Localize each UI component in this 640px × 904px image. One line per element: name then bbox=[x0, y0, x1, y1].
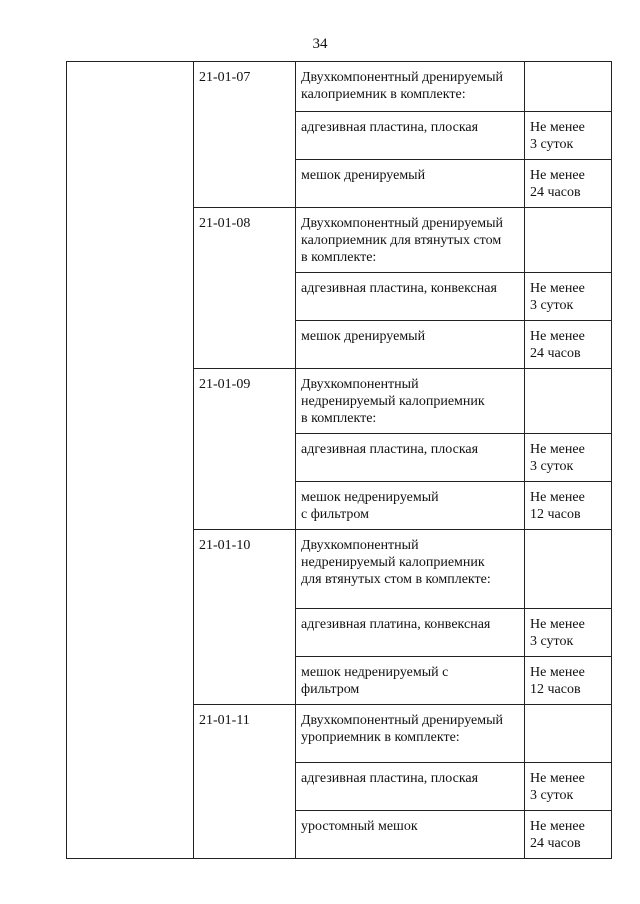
item-term: Не менее 3 суток bbox=[525, 112, 612, 160]
product-title: Двухкомпонентный недренируемый калоприемник в комплекте: bbox=[296, 369, 525, 434]
product-code: 21-01-08 bbox=[194, 208, 296, 369]
item-name: мешок дренируемый bbox=[296, 321, 525, 369]
item-term: Не менее 12 часов bbox=[525, 482, 612, 530]
empty-term-cell bbox=[525, 62, 612, 112]
item-name: адгезивная пластина, конвексная bbox=[296, 273, 525, 321]
item-name: адгезивная пластина, плоская bbox=[296, 763, 525, 811]
item-name: адгезивная пластина, плоская bbox=[296, 112, 525, 160]
empty-term-cell bbox=[525, 705, 612, 763]
item-name: мешок недренируемый с фильтром bbox=[296, 657, 525, 705]
product-code: 21-01-07 bbox=[194, 62, 296, 208]
item-name: уростомный мешок bbox=[296, 811, 525, 859]
item-name: мешок дренируемый bbox=[296, 160, 525, 208]
product-code: 21-01-09 bbox=[194, 369, 296, 530]
product-table bbox=[66, 61, 612, 859]
empty-term-cell bbox=[525, 530, 612, 609]
item-term: Не менее 24 часов bbox=[525, 321, 612, 369]
item-term: Не менее 24 часов bbox=[525, 160, 612, 208]
table-row bbox=[67, 62, 612, 112]
product-code: 21-01-11 bbox=[194, 705, 296, 859]
empty-column-cell bbox=[67, 62, 194, 859]
product-title: Двухкомпонентный дренируемый уроприемник в комплекте: bbox=[296, 705, 525, 763]
page-number: 34 bbox=[312, 36, 328, 52]
product-title: Двухкомпонентный недренируемый калоприемник для втянутых стом в комплекте: bbox=[296, 530, 525, 609]
product-title: Двухкомпонентный дренируемый калоприемник в комплекте: bbox=[296, 62, 525, 112]
empty-term-cell bbox=[525, 369, 612, 434]
item-term: Не менее 3 суток bbox=[525, 763, 612, 811]
product-code: 21-01-10 bbox=[194, 530, 296, 705]
item-name: адгезивная платина, конвексная bbox=[296, 609, 525, 657]
product-title: Двухкомпонентный дренируемый калоприемник для втянутых стом в комплекте: bbox=[296, 208, 525, 273]
item-term: Не менее 3 суток bbox=[525, 434, 612, 482]
item-term: Не менее 12 часов bbox=[525, 657, 612, 705]
item-term: Не менее 3 суток bbox=[525, 273, 612, 321]
item-term: Не менее 24 часов bbox=[525, 811, 612, 859]
item-name: адгезивная пластина, плоская bbox=[296, 434, 525, 482]
item-name: мешок недренируемый с фильтром bbox=[296, 482, 525, 530]
item-term: Не менее 3 суток bbox=[525, 609, 612, 657]
empty-term-cell bbox=[525, 208, 612, 273]
